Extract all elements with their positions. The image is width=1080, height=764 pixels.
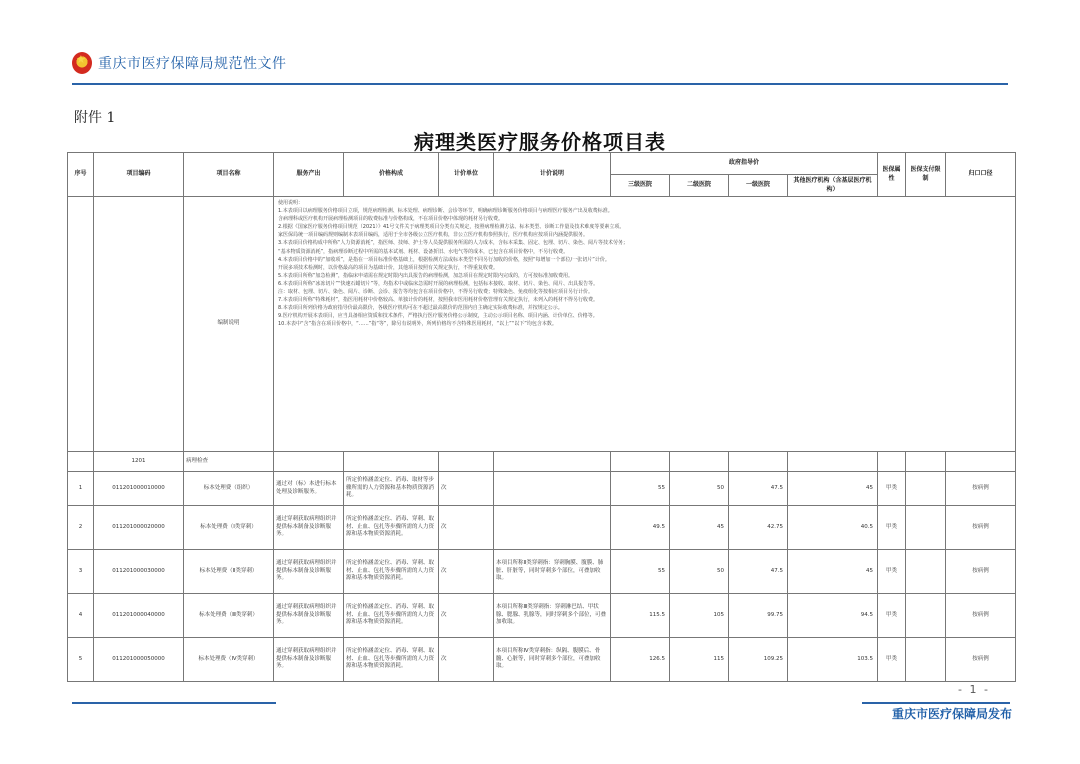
row-dept: 按病例 <box>946 550 1016 594</box>
row-price-tier3: 55 <box>611 550 670 594</box>
note-line: 注：取材、包埋、切片、染色、阅片、诊断、会诊、报告等均包含在项目价格中，不得另行收费；特殊染色、免疫组化等按相应项目另行计价。 <box>278 289 594 296</box>
page-title: 病理类医疗服务价格项目表 <box>414 130 666 154</box>
table-row <box>68 550 1016 594</box>
row-unit: 次 <box>439 594 494 638</box>
table-row <box>68 638 1016 682</box>
row-insurance: 甲类 <box>878 594 906 638</box>
row-output: 通过穿刺获取病理组织并提供标本制备及诊断服务。 <box>274 638 344 682</box>
row-limit <box>906 472 946 506</box>
row-name: 标本处理费（组织） <box>184 472 274 506</box>
footer-divider-right <box>862 702 1010 704</box>
note-line: 开展多项技术检测时，以价格最高的项目为基础计价，其他项目按照有关规定执行，不得重复收费。 <box>278 264 499 271</box>
row-name: 标本处理费（Ⅱ类穿刺） <box>184 550 274 594</box>
row-insurance: 甲类 <box>878 638 906 682</box>
header-other: 其他医疗机构（含基层医疗机构） <box>788 175 878 197</box>
row-seq: 2 <box>68 506 94 550</box>
row-limit <box>906 550 946 594</box>
table-row <box>68 506 1016 550</box>
row-unit: 次 <box>439 638 494 682</box>
row-dept: 按病例 <box>946 638 1016 682</box>
note-line: 含病理科或医疗机构开展病理检测项目的收费标准与价格构成，不在项目价格中体现的耗材另行收费。 <box>278 216 504 223</box>
row-desc <box>494 506 611 550</box>
row-seq: 3 <box>68 550 94 594</box>
row-insurance: 甲类 <box>878 550 906 594</box>
note-line: 6.本表项目所称“冰冻切片”“快速石蜡切片”等，均指术中或临床急需时开展的病理检测，包括标本接收、取材、切片、染色、阅片、出具报告等。 <box>278 280 599 287</box>
usage-notes <box>274 197 1016 452</box>
publisher-footer: 重庆市医疗保障局发布 <box>891 707 1012 721</box>
row-desc <box>494 472 611 506</box>
header-divider <box>72 83 1008 85</box>
row-price-other: 45 <box>788 550 878 594</box>
row-price-other: 40.5 <box>788 506 878 550</box>
row-code: 011201000030000 <box>94 550 184 594</box>
row-dept: 按病例 <box>946 594 1016 638</box>
row-price-tier3: 126.5 <box>611 638 670 682</box>
header-gov-price: 政府指导价 <box>611 153 878 175</box>
note-line: 家医保局统一项目编码规则编制本表项目编码，适用于全市各级公立医疗机构，非公立医疗机构参照执行，医疗机构应按项目内涵提供服务。 <box>278 232 589 239</box>
row-dept: 按病例 <box>946 472 1016 506</box>
row-code: 011201000010000 <box>94 472 184 506</box>
note-line: 8.本表项目所列价格为政府指导价最高限价，各级医疗机构可在不超过最高限价的范围内自主确定实际收费标准，并按规定公示。 <box>278 305 563 312</box>
org-title: 重庆市医疗保障局规范性文件 <box>98 56 287 72</box>
header-output: 服务产出 <box>274 153 344 197</box>
row-price-other: 45 <box>788 472 878 506</box>
row-price-tier1: 47.5 <box>729 550 788 594</box>
row-composition: 所定价格涵盖定位、消毒、穿刺、取材、止血、包扎等步骤所需的人力资源和基本物质资源消耗。 <box>344 506 439 550</box>
annex-label: 附件 1 <box>74 110 116 126</box>
row-composition: 所定价格涵盖定位、消毒、穿刺、取材、止血、包扎等步骤所需的人力资源和基本物质资源消耗。 <box>344 550 439 594</box>
row-price-tier3: 49.5 <box>611 506 670 550</box>
header-row-1 <box>68 153 1016 175</box>
header-limit: 医保支付限制 <box>906 153 946 197</box>
note-line: 7.本表项目所称“特殊耗材”，指医用耗材中价格较高、单独计价的耗材，按照我市医用耗材价格管理有关规定执行，未列入的耗材不得另行收费。 <box>278 297 598 304</box>
row-price-tier1: 109.25 <box>729 638 788 682</box>
price-table <box>67 152 1016 682</box>
row-price-tier1: 47.5 <box>729 472 788 506</box>
row-price-tier2: 50 <box>670 472 729 506</box>
row-price-tier1: 42.75 <box>729 506 788 550</box>
note-line: 4.本表项目价格中的“加收项”，是指在一项目标准价格基础上，根据检测方法或标本类型不同另行加收的价格，按照“每增加一个部位/一张切片”计价。 <box>278 256 610 263</box>
row-price-tier2: 45 <box>670 506 729 550</box>
row-price-other: 103.5 <box>788 638 878 682</box>
row-code: 011201000020000 <box>94 506 184 550</box>
row-output: 通过穿刺获取病理组织并提供标本制备及诊断服务。 <box>274 506 344 550</box>
note-line: 5.本表项目所称“加急检测”，指临床申请需在规定时限内出具报告的病理检测，加急项目在规定时限内完成的，方可按标准加收费用。 <box>278 272 573 279</box>
row-output: 通过对（标）本进行标本处理及诊断服务。 <box>274 472 344 506</box>
row-seq: 4 <box>68 594 94 638</box>
header-code: 项目编码 <box>94 153 184 197</box>
row-composition: 所定价格涵盖定位、消毒、取材等步骤所需的人力资源和基本物质资源消耗。 <box>344 472 439 506</box>
row-seq: 5 <box>68 638 94 682</box>
note-line: 使用说明： <box>278 200 304 206</box>
row-price-tier2: 50 <box>670 550 729 594</box>
row-unit: 次 <box>439 550 494 594</box>
header-tier3: 三级医院 <box>611 175 670 197</box>
doc-header <box>72 52 287 74</box>
row-composition: 所定价格涵盖定位、消毒、穿刺、取材、止血、包扎等步骤所需的人力资源和基本物质资源消耗。 <box>344 638 439 682</box>
row-price-tier2: 105 <box>670 594 729 638</box>
note-line: 10.本表中“含”指含在项目价格中，“……”指“等”，除另有说明外，所列价格均不含特殊医用耗材，“以上”“以下”均包含本数。 <box>278 321 557 328</box>
row-code: 011201000050000 <box>94 638 184 682</box>
table-row <box>68 594 1016 638</box>
row-price-tier2: 115 <box>670 638 729 682</box>
row-seq: 1 <box>68 472 94 506</box>
header-tier1: 一级医院 <box>729 175 788 197</box>
row-name: 标本处理费（Ⅳ类穿刺） <box>184 638 274 682</box>
section-code: 1201 <box>94 452 184 472</box>
header-unit: 计价单位 <box>439 153 494 197</box>
note-line: 3.本表项目价格构成中所称“人力资源消耗”，指医师、技师、护士等人员提供服务所需的人力成本，含标本采集、固定、包埋、切片、染色、阅片等技术劳务； <box>278 240 628 247</box>
table-row <box>68 472 1016 506</box>
section-name: 病理检查 <box>184 452 274 472</box>
row-unit: 次 <box>439 472 494 506</box>
row-price-other: 94.5 <box>788 594 878 638</box>
row-dept: 按病例 <box>946 506 1016 550</box>
header-name: 项目名称 <box>184 153 274 197</box>
row-desc: 本项目所称Ⅱ类穿刺指：穿刺胸膜、腹膜、肺脏、肝脏等，同时穿刺多个部位，可叠加收取。 <box>494 550 611 594</box>
note-line: 9.医疗机构开展本表项目，应当具备相应资质和技术条件，严格执行医疗服务价格公示制度，主动公示项目名称、项目内涵、计价单位、价格等。 <box>278 313 598 320</box>
row-name: 标本处理费（Ⅲ类穿刺） <box>184 594 274 638</box>
row-output: 通过穿刺获取病理组织并提供标本制备及诊断服务。 <box>274 594 344 638</box>
note-line: “基本物质资源消耗”，指病理诊断过程中所需的基本试剂、耗材、设备折旧、水电气等的成本，已包含在项目价格中，不另行收费。 <box>278 248 569 255</box>
row-limit <box>906 594 946 638</box>
section-row <box>68 452 1016 472</box>
row-composition: 所定价格涵盖定位、消毒、穿刺、取材、止血、包扎等步骤所需的人力资源和基本物质资源消耗。 <box>344 594 439 638</box>
row-insurance: 甲类 <box>878 506 906 550</box>
page-number: - 1 - <box>958 683 990 696</box>
row-desc: 本项目所称Ⅳ类穿刺指：纵隔、腹膜后、骨髓、心脏等，同时穿刺多个部位，可叠加收取。 <box>494 638 611 682</box>
row-price-tier1: 99.75 <box>729 594 788 638</box>
note-line: 2.根据《国家医疗服务价格项目规范（2021）》41号文件关于病理类项目分类有关规定，按照病理检测方法、标本类型、诊断工作量及技术难度等要素立项。 <box>278 224 625 231</box>
row-limit <box>906 506 946 550</box>
row-desc: 本项目所称Ⅲ类穿刺指：穿刺淋巴结、甲状腺、腮腺、乳腺等，同时穿刺多个部位，可叠加收取。 <box>494 594 611 638</box>
header-dept: 归口口径 <box>946 153 1016 197</box>
header-seq: 序号 <box>68 153 94 197</box>
header-desc: 计价说明 <box>494 153 611 197</box>
row-code: 011201000040000 <box>94 594 184 638</box>
notes-row <box>68 197 1016 452</box>
row-output: 通过穿刺获取病理组织并提供标本制备及诊断服务。 <box>274 550 344 594</box>
row-price-tier3: 115.5 <box>611 594 670 638</box>
note-line: 1.本表项目以病理服务价格项目立项，规范病理检测、标本处理、病理诊断、会诊等环节，明确病理诊断服务价格项目与病理医疗服务产出及收费标准。 <box>278 208 613 215</box>
header-composition: 价格构成 <box>344 153 439 197</box>
general-label: 编制说明 <box>184 197 274 452</box>
row-limit <box>906 638 946 682</box>
row-price-tier3: 55 <box>611 472 670 506</box>
row-unit: 次 <box>439 506 494 550</box>
row-insurance: 甲类 <box>878 472 906 506</box>
national-emblem-icon <box>72 52 92 74</box>
header-insurance: 医保属性 <box>878 153 906 197</box>
footer-divider-left <box>72 702 276 704</box>
row-name: 标本处理费（Ⅰ类穿刺） <box>184 506 274 550</box>
header-tier2: 二级医院 <box>670 175 729 197</box>
